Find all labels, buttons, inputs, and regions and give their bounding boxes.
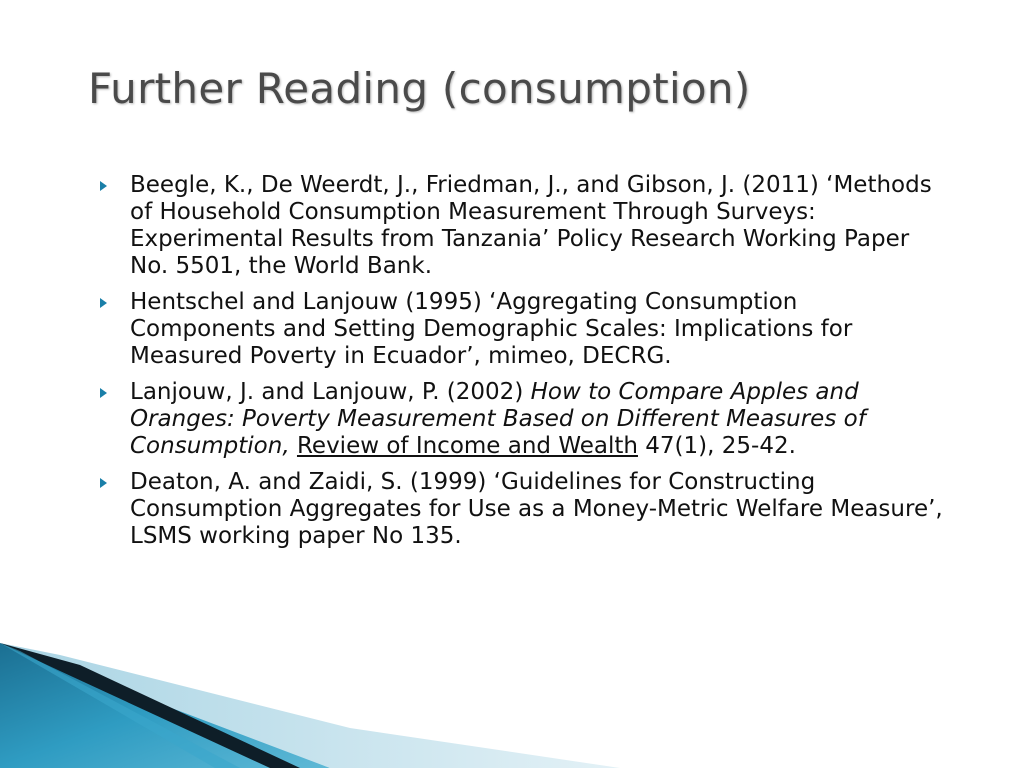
reference-journal-link[interactable]: Review of Income and Wealth	[296, 433, 638, 459]
bullet-arrow-icon	[100, 181, 107, 191]
bullet-arrow-icon	[100, 478, 107, 488]
bullet-arrow-icon	[100, 298, 107, 308]
reference-item	[100, 172, 950, 280]
reference-issue: 47(1), 25-42.	[637, 433, 796, 459]
reference-text: Hentschel and Lanjouw (1995) ‘Aggregating Consumption Components and Setting Demographic Scales: Implications for Measured Poverty in Ecuador’, mimeo, DECRG.	[130, 289, 853, 369]
reference-text: Deaton, A. and Zaidi, S. (1999) ‘Guidelines for Constructing Consumption Aggregates for Use as a Money-Metric Welfare Measure’, LSMS working paper No 135.	[130, 469, 943, 549]
reference-separator	[290, 433, 297, 459]
reference-authors: Lanjouw, J. and Lanjouw, P. (2002)	[130, 379, 531, 405]
bullet-arrow-icon	[100, 388, 107, 398]
reference-item	[100, 469, 950, 550]
reference-item	[100, 379, 950, 460]
corner-swoosh-decoration	[0, 643, 620, 768]
reference-book-title: How to Compare Apples and Oranges: Poverty Measurement Based on Different Measures of Consumption,	[130, 379, 866, 459]
slide-title: Further Reading (consumption)	[88, 64, 751, 113]
reference-list	[100, 172, 950, 559]
reference-text: Beegle, K., De Weerdt, J., Friedman, J., and Gibson, J. (2011) ‘Methods of Household Consumption Measurement Through Surveys: Experimental Results from Tanzania’ Policy Research Working Paper No. 5501, the World Bank.	[130, 172, 932, 279]
reference-item	[100, 289, 950, 370]
